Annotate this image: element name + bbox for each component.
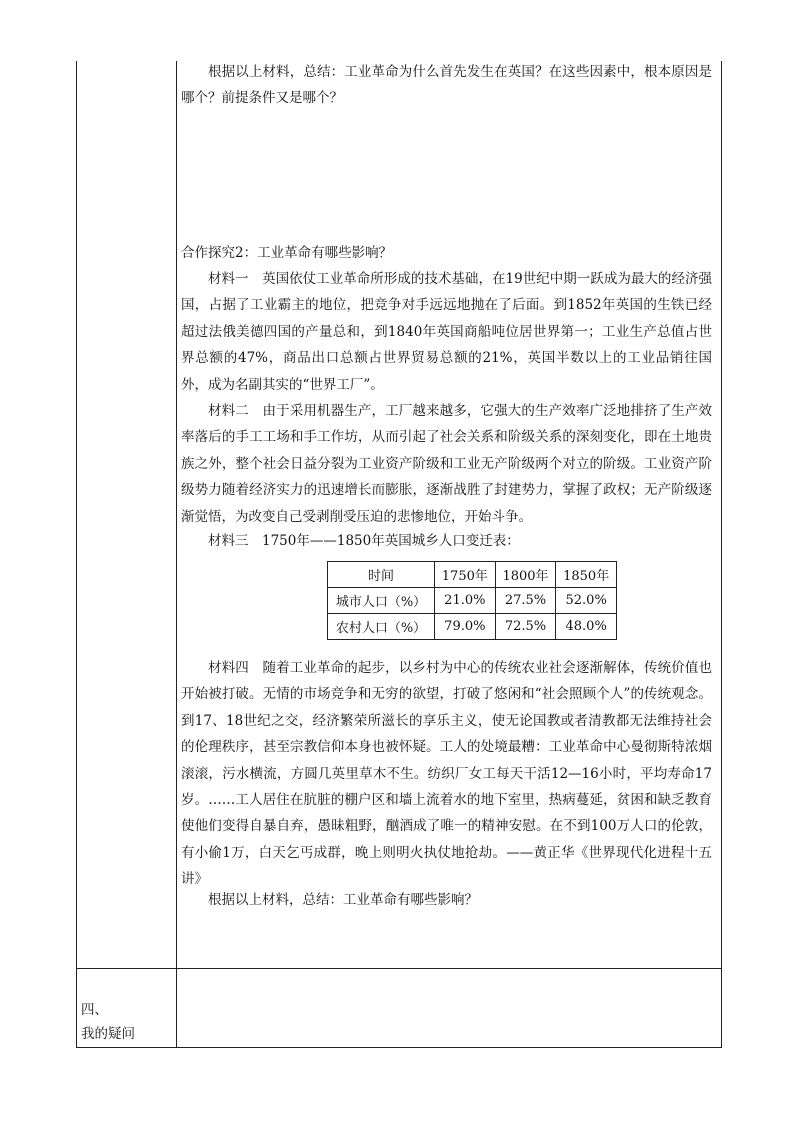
table-cell: 21.0% (435, 588, 496, 614)
material-four: 材料四 随着工业革命的起步，以乡村为中心的传统农业社会逐渐解体，传统价值也开始被打破。无情的市场竞争和无穷的欲望，打破了悠闲和“社会照顾个人”的传统观念。到17、18世纪之交，经济繁荣所滋长的享乐主义，使无论国教或者清教都无法维持社会的伦理秩序，甚至宗教信仰本身也被怀疑。工人的处境最糟：工业革命中心曼彻斯特浓烟滚滚，污水横流，方圆几英里草木不生。纺织厂女工每天干活12—16小时，平均寿命17岁。……工人居住在肮脏的棚户区和墙上流着水的地下室里，热病蔓延，贫困和缺乏教育使他们变得自暴自弃，愚昧粗野，酗酒成了唯一的精神安慰。在不到100万人口的伦敦，有小偷1万，白天乞丐成群，晚上则明火执仗地抢劫。——黄正华《世界现代化进程十五讲》 (181, 660, 712, 888)
table-border-right (721, 61, 722, 1048)
table-row (328, 614, 617, 640)
section3-label: 我的疑问 (81, 1026, 135, 1042)
section2-question: 根据以上材料，总结：工业革命有哪些影响？ (208, 892, 478, 908)
population-table (327, 561, 617, 640)
material-one: 材料一 英国依仗工业革命所形成的技术基础，在19世纪中期一跃成为最大的经济强国，占据了工业霸主的地位，把竞争对手远远地抛在了后面。到1852年英国的生铁已经超过法俄美德四国的产量总和，到1840年英国商船吨位居世界第一；工业生产总值占世界总额的47%，商品出口总额占世界贸易总额的21%，英国半数以上的工业品销往国外，成为名副其实的“世界工厂”。 (181, 271, 712, 393)
table-cell: 52.0% (556, 588, 617, 614)
table-border-bottom (76, 1047, 722, 1048)
table-header-row (328, 562, 617, 588)
table-header-cell: 时间 (328, 562, 435, 588)
table-header-cell: 1800年 (495, 562, 556, 588)
table-cell: 72.5% (495, 614, 556, 640)
table-row-divider (76, 968, 722, 969)
section1-question: 根据以上材料，总结：工业革命为什么首先发生在英国？在这些因素中，根本原因是哪个？前提条件又是哪个？ (181, 64, 712, 107)
table-cell: 农村人口（%） (328, 614, 435, 640)
table-cell: 79.0% (435, 614, 496, 640)
table-header-cell: 1850年 (556, 562, 617, 588)
table-cell: 27.5% (495, 588, 556, 614)
table-header-cell: 1750年 (435, 562, 496, 588)
material-three-intro: 材料三 1750年——1850年英国城乡人口变迁表： (208, 533, 520, 549)
material-two: 材料二 由于采用机器生产，工厂越来越多，它强大的生产效率广泛地排挤了生产效率落后的手工工场和手工作坊，从而引起了社会关系和阶级关系的深刻变化，即在土地贵族之外，整个社会日益分裂为工业资产阶级和工业无产阶级两个对立的阶级。工业资产阶级势力随着经济实力的迅速增长而膨胀，逐渐战胜了封建势力，掌握了政权；无产阶级逐渐觉悟，为改变自己受剥削受压迫的悲惨地位，开始斗争。 (181, 403, 712, 525)
table-border-divider (176, 61, 177, 1048)
table-cell: 48.0% (556, 614, 617, 640)
table-border-left (76, 61, 77, 1048)
table-row (328, 588, 617, 614)
section2-heading: 合作探究2：工业革命有哪些影响？ (181, 245, 393, 261)
section3-number: 四、 (81, 1002, 108, 1018)
table-cell: 城市人口（%） (328, 588, 435, 614)
